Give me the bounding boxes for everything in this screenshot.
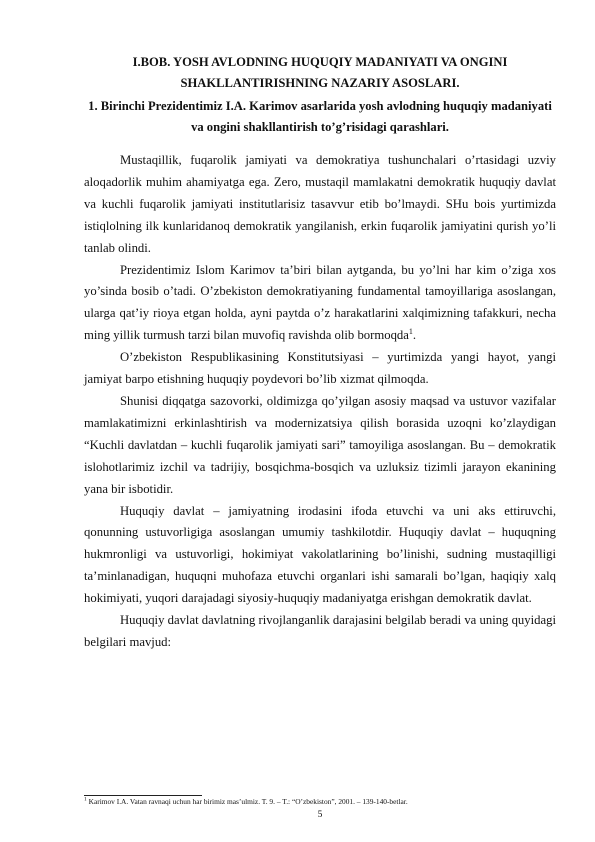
footnote [84, 797, 556, 807]
page-number: 5 [317, 810, 323, 820]
footnote-text: Karimov I.A. Vatan ravnaqi uchun har birimiz mas’ulmiz. T. 9. – T.: “O’zbekiston”, 2001. – 139-140-betlar. [88, 797, 408, 806]
footnote-divider [84, 795, 202, 796]
footnote-reference[interactable]: 1 [408, 327, 413, 337]
paragraph-3: O’zbekiston Respublikasining Konstitutsiyasi – yurtimizda yangi hayot, yangi jamiyat barpo etishning huquqiy poydevori bo’lib xizmat qilmoqda. [84, 350, 556, 387]
chapter-heading: I.BOB. YOSH AVLODNING HUQUQIY MADANIYATI VA ONGINI SHAKLLANTIRISHNING NAZARIY ASOSLARI. [132, 55, 508, 90]
body-text [84, 150, 556, 654]
paragraph-2-end: . [412, 328, 417, 343]
paragraph-4: Shunisi diqqatga sazovorki, oldimizga qo’yilgan asosiy maqsad va ustuvor vazifalar mamlakatimizni erkinlashtirish va modernizatsiya qilish borasida uzoqni ko’zlaydigan “Kuchli davlatdan – kuchli fuqarolik jamiyati sari” tamoyiliga asoslangan. Bu – demokratik islohotlarimiz izchil va tadrijiy, bosqichma-bosqich va uzluksiz tizimli jarayon ekanining yana bir isbotidir. [84, 393, 556, 496]
section-heading: 1. Birinchi Prezidentimiz I.A. Karimov asarlarida yosh avlodning huquqiy madaniyati va ongini shakllantirish to’g’risidagi qarashlari. [88, 99, 552, 134]
paragraph-5: Huquqiy davlat – jamiyatning irodasini ifoda etuvchi va uni aks ettiruvchi, qonunning ustuvorligiga asoslangan umumiy tashkilotdir. Huquqiy davlat – huquqning hukmronligi va ustuvorligi, hokimiyat vakolatlarining bo’linishi, sudning mustaqilligi ta’minlanadigan, huquqni muhofaza etuvchi organlari ishi samarali bo’lgan, haqiqiy xalq hokimiyati, yuqori darajadagi siyosiy-huquqiy madaniyatga erishgan demokratik davlat. [84, 503, 556, 606]
paragraph-2-text: Prezidentimiz Islom Karimov ta’biri bilan aytganda, bu yo’lni har kim o’ziga xos yo’sinda bosib o’tadi. O’zbekiston demokratiyaning fundamental tamoyillariga asoslangan, ularga qat’iy rioya etgan holda, ayni paytda o’z harakatlarini xalqimizning tafakkuri, necha ming yillik turmush tarzi bilan muvofiq ravishda olib bormoqda [84, 262, 556, 343]
paragraph-1: Mustaqillik, fuqarolik jamiyati va demokratiya tushunchalari o’rtasidagi uzviy aloqadorlik muhim ahamiyatga ega. Zero, mustaqil mamlakatni demokratik huquqiy davlat va kuchli fuqarolik jamiyati institutlarisiz tasavvur etib bo’lmaydi. SHu bois yurtimizda istiqlolning ilk kunlaridanoq demokratik yangilanish, erkin fuqarolik jamiyatini qurish yo’li tanlab olindi. [84, 153, 556, 255]
paragraph-6: Huquqiy davlat davlatning rivojlanganlik darajasini belgilab beradi va uning quyidagi belgilari mavjud: [84, 613, 556, 649]
paragraph-2 [84, 260, 556, 348]
footnote-marker: 1 [84, 796, 87, 803]
